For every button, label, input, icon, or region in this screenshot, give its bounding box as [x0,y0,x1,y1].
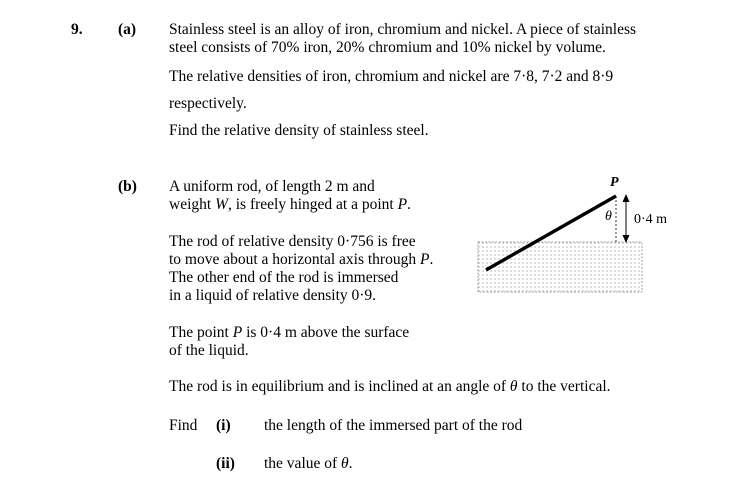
text-segment: to move about a horizontal axis through [169,251,420,268]
part-a-line-1: Stainless steel is an alloy of iron, chromium and nickel. A piece of stainless [169,21,637,38]
variable-p: P [419,251,430,268]
text-segment: is 0·4 m above the surface [242,324,410,341]
variable-w: W [215,196,228,213]
point-p-label: P [610,175,619,190]
sub-ii-text [264,455,353,473]
arrow-head-up [623,194,630,202]
part-b-intro-line-2 [169,196,411,214]
part-b-rod-line-2 [169,251,433,269]
part-b-rod-line-3: The other end of the rod is immersed [169,269,399,286]
part-b-intro-line-1: A uniform rod, of length 2 m and [169,178,375,195]
variable-p: P [397,196,408,213]
text-segment: The point [169,324,233,341]
variable-theta: θ [509,378,518,395]
angle-theta-label: θ [605,209,612,224]
find-word: Find [169,417,198,434]
text-segment: to the vertical. [517,378,611,395]
text-segment: the value of [264,455,342,472]
text-segment: . [348,455,353,472]
text-segment: , is freely hinged at a point [227,196,398,213]
variable-p: P [232,324,243,341]
part-b-rod-line-4: in a liquid of relative density 0·9. [169,287,377,304]
text-segment: The rod is in equilibrium and is inclined at an angle of [169,378,510,395]
part-a-line-4: respectively. [169,95,247,112]
part-b-point-line-1 [169,324,409,342]
sub-ii-label: (ii) [216,455,235,472]
rod-diagram [470,170,710,300]
arrow-head-down [623,235,630,243]
text-segment: weight [169,196,216,213]
part-a-label: (a) [118,21,137,38]
part-b-point-line-2: of the liquid. [169,342,249,359]
part-b-equilibrium-line [169,378,611,396]
text-segment: . [407,196,411,213]
sub-i-text: the length of the immersed part of the rod [264,417,523,434]
part-b-label: (b) [118,178,137,195]
variable-theta: θ [341,455,349,472]
part-b-rod-line-1: The rod of relative density 0·756 is free [169,233,416,250]
sub-i-label: (i) [216,417,231,434]
question-number: 9. [71,21,83,38]
part-a-line-5: Find the relative density of stainless steel. [169,122,429,139]
liquid [478,242,642,292]
part-a-line-2: steel consists of 70% iron, 20% chromium and 10% nickel by volume. [169,39,606,56]
height-label: 0·4 m [634,212,668,227]
text-segment: . [429,251,434,268]
part-a-line-3: The relative densities of iron, chromium and nickel are 7·8, 7·2 and 8·9 [169,68,614,85]
